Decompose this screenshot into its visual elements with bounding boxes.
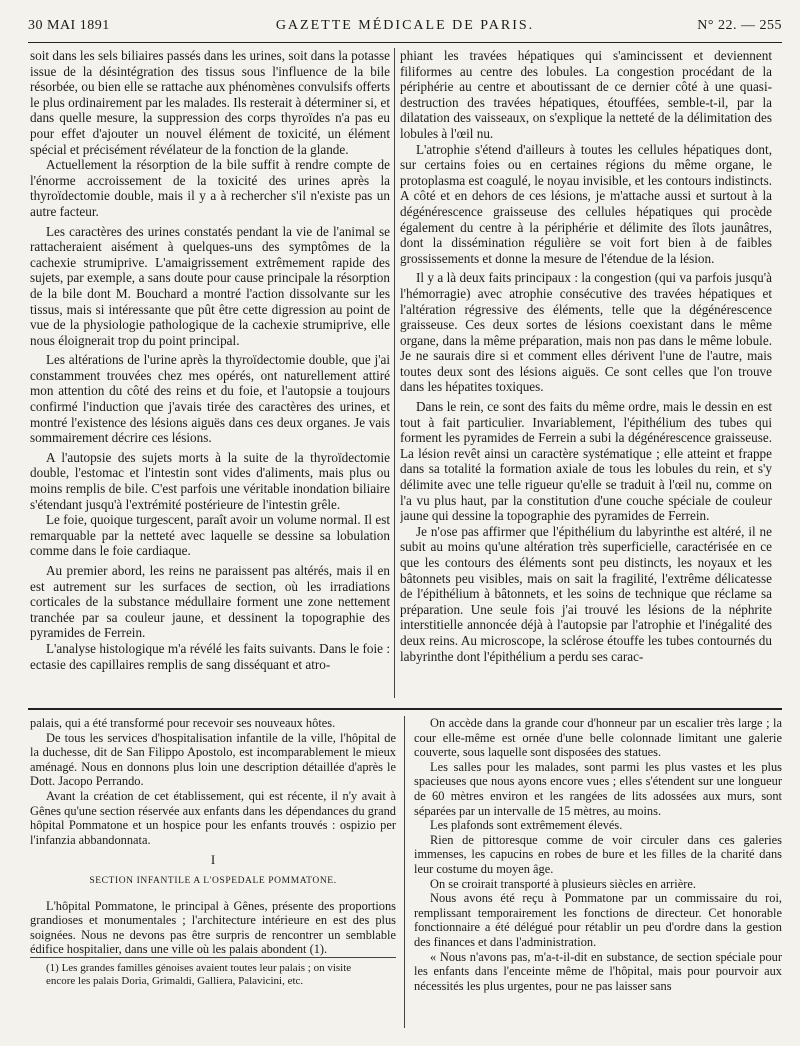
paragraph: palais, qui a été transformé pour recevoir ses nouveaux hôtes. <box>30 716 336 730</box>
paragraph: « Nous n'avons pas, m'a-t-il-dit en substance, de section spéciale pour les enfants dans l'enceinte même de l'hôpital, mais pour pourvoir aux nécessités les plus urgentes, pour ne pas laisser sans <box>414 949 782 993</box>
paragraph: On accède dans la grande cour d'honneur par un escalier très large ; la cour elle-même est ornée d'une belle colonnade limitant une galerie couverte, sous laquelle sont disposées des statues. <box>414 716 782 760</box>
column-divider <box>404 716 405 1028</box>
paragraph: L'atrophie s'étend d'ailleurs à toutes les cellules hépatiques dont, sur certains foies ou en certaines régions du même organe, le protoplasma est coagulé, le noyau invisible, et les contours indistincts. A côté et en dehors de ces lésions, je m'attache aussi et surtout à la dégénérescence graisseuse des cellules hépatiques qui procède également du centre à la périphérie et délimite des îlots jaunâtres, dont la dissémination régulière se voit fort bien à de faibles grossissements et donne la mesure de l'étendue de la lésion. <box>400 141 772 266</box>
footnote-line: (1) Les grandes familles génoises avaient toutes leur palais ; on visite <box>46 961 352 974</box>
section-heading: SECTION INFANTILE A L'OSPEDALE POMMATONE. <box>89 875 337 886</box>
paragraph: soit dans les sels biliaires passés dans les urines, soit dans la potasse issue de la désintégration des tissus sous l'influence de la bile résorbée, ou bien elle se rattache aux phénomènes convulsifs offerts le plus ordinairement par les malades. Ils resterait à déterminer si, et dans quelle mesure, la suppression des corps thyroïdes n'a pas eu pour effet d'ajouter un nouvel élément de toxicité, un élément spécial et précisément révélateur de la fonction de la glande. <box>30 48 390 157</box>
journal-title: GAZETTE MÉDICALE DE PARIS. <box>275 18 535 33</box>
page-number: N° 22. — 255 <box>697 18 782 33</box>
paragraph: On se croirait transporté à plusieurs siècles en arrière. <box>430 876 696 891</box>
paragraph: Rien de pittoresque comme de voir circuler dans ces galeries immenses, les capucins en robes de bure et les filles de la charité dans leur costume du moyen âge. <box>414 832 782 876</box>
paragraph: L'hôpital Pommatone, le principal à Gênes, présente des proportions grandioses et monumentales ; l'architecture intérieure en est des plus soignées. Nous ne devons pas être surpris de rencontrer un semblable édifice hospitalier, dans une ville où les palais abondent (1). <box>30 898 396 957</box>
paragraph: Avant la création de cet établissement, qui est récente, il n'y avait à Gênes qu'une section réservée aux enfants dans les dépendances du grand hôpital Pommatone et un hospice pour les enfants trouvés : ospizio per l'infanzia abbandonnata. <box>30 788 396 847</box>
feuilleton-column-left <box>30 716 396 1036</box>
paragraph: Il y a là deux faits principaux : la congestion (qui va parfois jusqu'à l'hémorragie) avec atrophie consécutive des travées hépatiques et l'altération régressive des éléments, telle que la dégénérescence graisseuse. Ces deux sortes de lésions coexistant dans le même organe, dans la même préparation, mais non pas dans le même lobule. Je ne saurais dire si et comment elles dérivent l'une de l'autre, mais toutes deux sont des lésions aiguës. Ce sont celles que l'on trouve dans les hépatites toxiques. <box>400 270 772 395</box>
feuilleton-column-right <box>414 716 782 1036</box>
paragraph: Les altérations de l'urine après la thyroïdectomie double, que j'ai constamment trouvées chez mes opérés, ont naturellement attiré mon attention du côté des reins et du foie, et l'autopsie a toujours confirmé l'induction que j'avais tirée des caractères des urines, et montré l'existence des lésions aiguës dans ces deux organes. Je vais sommairement décrire ces lésions. <box>30 352 390 446</box>
section-number: I <box>210 852 216 868</box>
paragraph: L'analyse histologique m'a révélé les faits suivants. Dans le foie : ectasie des capillaires remplis de sang disséquant et atro- <box>30 640 390 672</box>
paragraph: Les plafonds sont extrêmement élevés. <box>430 818 623 833</box>
section-divider <box>28 708 782 710</box>
paragraph: Actuellement la résorption de la bile suffit à rendre compte de l'énorme accroissement de la toxicité des urines après la thyroïdectomie double, mais il y a à rechercher s'il n'existe pas un autre facteur. <box>30 157 390 219</box>
paragraph: Au premier abord, les reins ne paraissent pas altérés, mais il en est autrement sur les surfaces de section, où les irradiations corticales de la substance médullaire forment une zone nettement tranchée par sa couleur jaune, et dessinent la topographie des pyramides de Ferrein. <box>30 563 390 641</box>
article-column-left <box>30 48 390 700</box>
paragraph: Je n'ose pas affirmer que l'épithélium du labyrinthe est altéré, il ne subit au moins qu'une altération très superficielle, caractérisée en ce que les contours des éléments sont peu distincts, les noyaux et les bâtonnets peu visibles, mais on sait la fragilité, l'extrême délicatesse de l'épithélium à bâtonnets, et les soins de technique que réclame sa préparation. Une seule fois j'ai trouvé les lésions de la néphrite interstitielle annoncée déjà à l'autopsie par l'atrophie et l'inégalité des deux reins. Au microscope, la sclérose étouffe les tubes contournés du labyrinthe dont l'épithélium a perdu ses carac- <box>400 523 772 664</box>
paragraph: A l'autopsie des sujets morts à la suite de la thyroïdectomie double, l'estomac et l'intestin sont vides d'aliments, mais plus ou moins remplis de bile. C'est parfois une véritable inondation biliaire s'étendant jusqu'à l'extrémité postérieure de l'intestin grêle. <box>30 449 390 512</box>
footnote <box>30 957 396 989</box>
column-divider <box>394 48 395 698</box>
paragraph: Le foie, quoique turgescent, paraît avoir un volume normal. Il est remarquable par la netteté avec laquelle se dessine sa lobulation comme dans le foie cardiaque. <box>30 512 390 559</box>
issue-date: 30 MAI 1891 <box>28 18 110 33</box>
paragraph: Les caractères des urines constatés pendant la vie de l'animal se rattacheraient aisément à quelques-uns des symptômes de la cachexie strumiprive. L'amaigrissement extrêmement rapide des sujets, par exemple, a sans doute pour cause principale la résorption de la bile dont M. Bouchard a montré l'action dissolvante sur les tissus, mais si intéressante que pût être cette digression au point de vue de la physiologie pathologique de la cachexie strumiprive, elle nous éloignerait trop du point principal. <box>30 223 390 348</box>
page-header <box>28 14 782 43</box>
footnote-line: encore les palais Doria, Grimaldi, Galliera, Palavicini, etc. <box>46 975 304 988</box>
paragraph: Nous avons été reçu à Pommatone par un commissaire du roi, remplissant temporairement les fonctions de directeur. Cet honorable fonctionnaire a été délégué pour rétablir un peu d'ordre dans la gestion des finances et dans l'administration. <box>414 891 782 949</box>
paragraph: Dans le rein, ce sont des faits du même ordre, mais le dessin en est tout à fait particulier. Invariablement, l'épithélium des tubes qui forment les pyramides de Ferrein a subi la dégénérescence graisseuse. La lésion revêt ainsi un caractère systématique ; elle atteint et frappe dans sa totalité la formation axiale de tous les lobules du rein, et s'y délimite avec une telle rigueur qu'elle se traduit à l'œil nu, comme on l'a vu plus haut, par la constitution d'une couche spéciale de couleur jaune qui dessine la topographie des pyramides de Ferrein. <box>400 399 772 524</box>
paragraph: Les salles pour les malades, sont parmi les plus vastes et les plus spacieuses que nous ayons encore vues ; elles s'étendent sur une longueur de 60 mètres environ et les rangées de lits adossées aux murs, sont séparées par un intervalle de 15 mètres, au moins. <box>414 759 782 818</box>
paragraph: phiant les travées hépatiques qui s'amincissent et deviennent filiformes au centre des lobules. La congestion procédant de la périphérie au centre et aboutissant de ce dernier côté à une quasi-destruction des travées hépatiques, étouffées, semble-t-il, par la dilatation des vaisseaux, on s'explique la netteté de la délimitation des lobules à l'œil nu. <box>400 48 772 141</box>
paragraph: De tous les services d'hospitalisation infantile de la ville, l'hôpital de la duchesse, dit de San Filippo Apostolo, est incomparablement le mieux aménagé. Nous en donnons plus loin une description détaillée d'après le Dott. Jacopo Perrando. <box>30 730 396 789</box>
article-column-right <box>400 48 772 700</box>
